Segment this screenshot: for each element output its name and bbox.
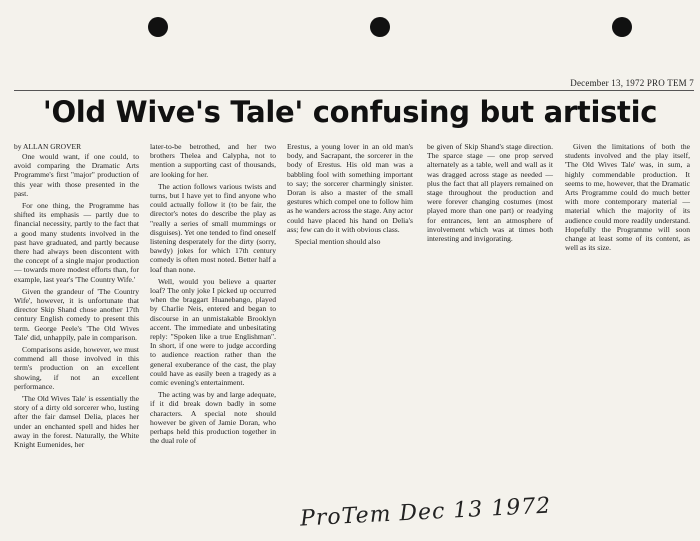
article-column-1 — [14, 152, 139, 452]
paragraph: The acting was by and large adequate, if it did break down badly in some characters. A special note should however be given of Jamie Doran, who perhaps held this production together in the dual role of — [150, 390, 276, 446]
article-column-5 — [565, 142, 690, 255]
article-column-2 — [150, 142, 276, 449]
header-divider — [14, 90, 694, 91]
binder-hole-right — [612, 17, 632, 37]
paragraph: Given the grandeur of 'The Country Wife', however, it is unfortunate that director Skip Shand chose another 17th century English comedy to present this term. George Peele's 'The Old Wives Tale' did, unhappily, pale in comparison. — [14, 286, 139, 342]
article-byline: by ALLAN GROVER — [14, 142, 82, 151]
article-headline: 'Old Wive's Tale' confusing but artistic — [42, 95, 658, 129]
paragraph: Given the limitations of both the students involved and the play itself, 'The Old Wives Tale' was, in sum, a highly commendable production. It seems to me, however, that the Dramatic Arts Programme could do much better with more contemporary material — material which the majority of its audience could more readily understand. Hopefully the Programme will soon change at least some of its content, as well as its size. — [565, 142, 690, 253]
paragraph: The action follows various twists and turns, but I have yet to find anyone who could actually follow it (to be fair, the director's notes do describe the play as "really a series of small mummings or disguises). Yet one tended to find oneself listening desperately for the dirty (sorry, bawdy) jokes for which 17th century comedy is often most noted. Better half a loaf than none. — [150, 181, 276, 274]
paragraph: Erestus, a young lover in an old man's body, and Sacrapant, the sorcerer in the body of Erestus. His old man was a babbling fool with something important to say; the sorcerer charmingly sinister. Doran is also a master of the small gestures which compel one to follow him as he wanders across the stage. Any actor could have placed his hand on Delia's ass; few can do it with obvious class. — [287, 142, 413, 234]
paragraph: Well, would you believe a quarter loaf? The only joke I picked up occurred when the braggart Huanebango, played by Charlie Neis, entered and began to discourse in an unmistakable Brooklyn accent. The immediate and unbesitating reply: "Spoken like a true Englishman". In short, if one were to judge according to audience reaction rather than the general exuberance of the cast, the play could have as easily been a tragedy as a comic evening's entertainment. — [150, 276, 276, 388]
binder-hole-left — [148, 17, 168, 37]
date-header: December 13, 1972 PRO TEM 7 — [570, 78, 694, 88]
paragraph: Comparisons aside, however, we must commend all those involved in this term's production on an excellent showing, if not an excellent performance. — [14, 345, 139, 391]
paragraph: be given of Skip Shand's stage direction. The sparce stage — one prop served alternately as a table, well and wall as it was dragged across stage as needed — plus the fact that all players remained on stage throughout the production and were forever changing costumes (most played more than one part) or readying for entrances, lent an atmosphere of involvement which was at times both interesting and invigorating. — [427, 142, 553, 244]
article-column-3 — [287, 142, 413, 249]
binder-hole-center — [370, 17, 390, 37]
handwritten-annotation: ProTem Dec 13 1972 — [299, 493, 552, 532]
paragraph: Special mention should also — [295, 237, 381, 247]
paragraph: later-to-be betrothed, and her two brothers Thelea and Calypha, not to mention a supporting cast of thousands, are looking for her. — [150, 142, 276, 179]
paragraph: One would want, if one could, to avoid comparing the Dramatic Arts Programme's first "major" production of this year with those presented in the past. — [14, 152, 139, 198]
article-column-4 — [427, 142, 553, 246]
paragraph: 'The Old Wives Tale' is essentially the story of a dirty old sorcerer who, lusting after the fair damsel Delia, places her under an enchanted spell and hides her away in the forest. Naturally, the White Knight Eumenides, her — [14, 394, 139, 450]
paragraph: For one thing, the Programme has shifted its emphasis — partly due to financial necessity, partly to the fact that a good many students involved in the past have graduated, and partly because there had always been discontent with the concept of a single major production — towards more modest efforts than, for example, last year's 'The Country Wife.' — [14, 201, 139, 284]
